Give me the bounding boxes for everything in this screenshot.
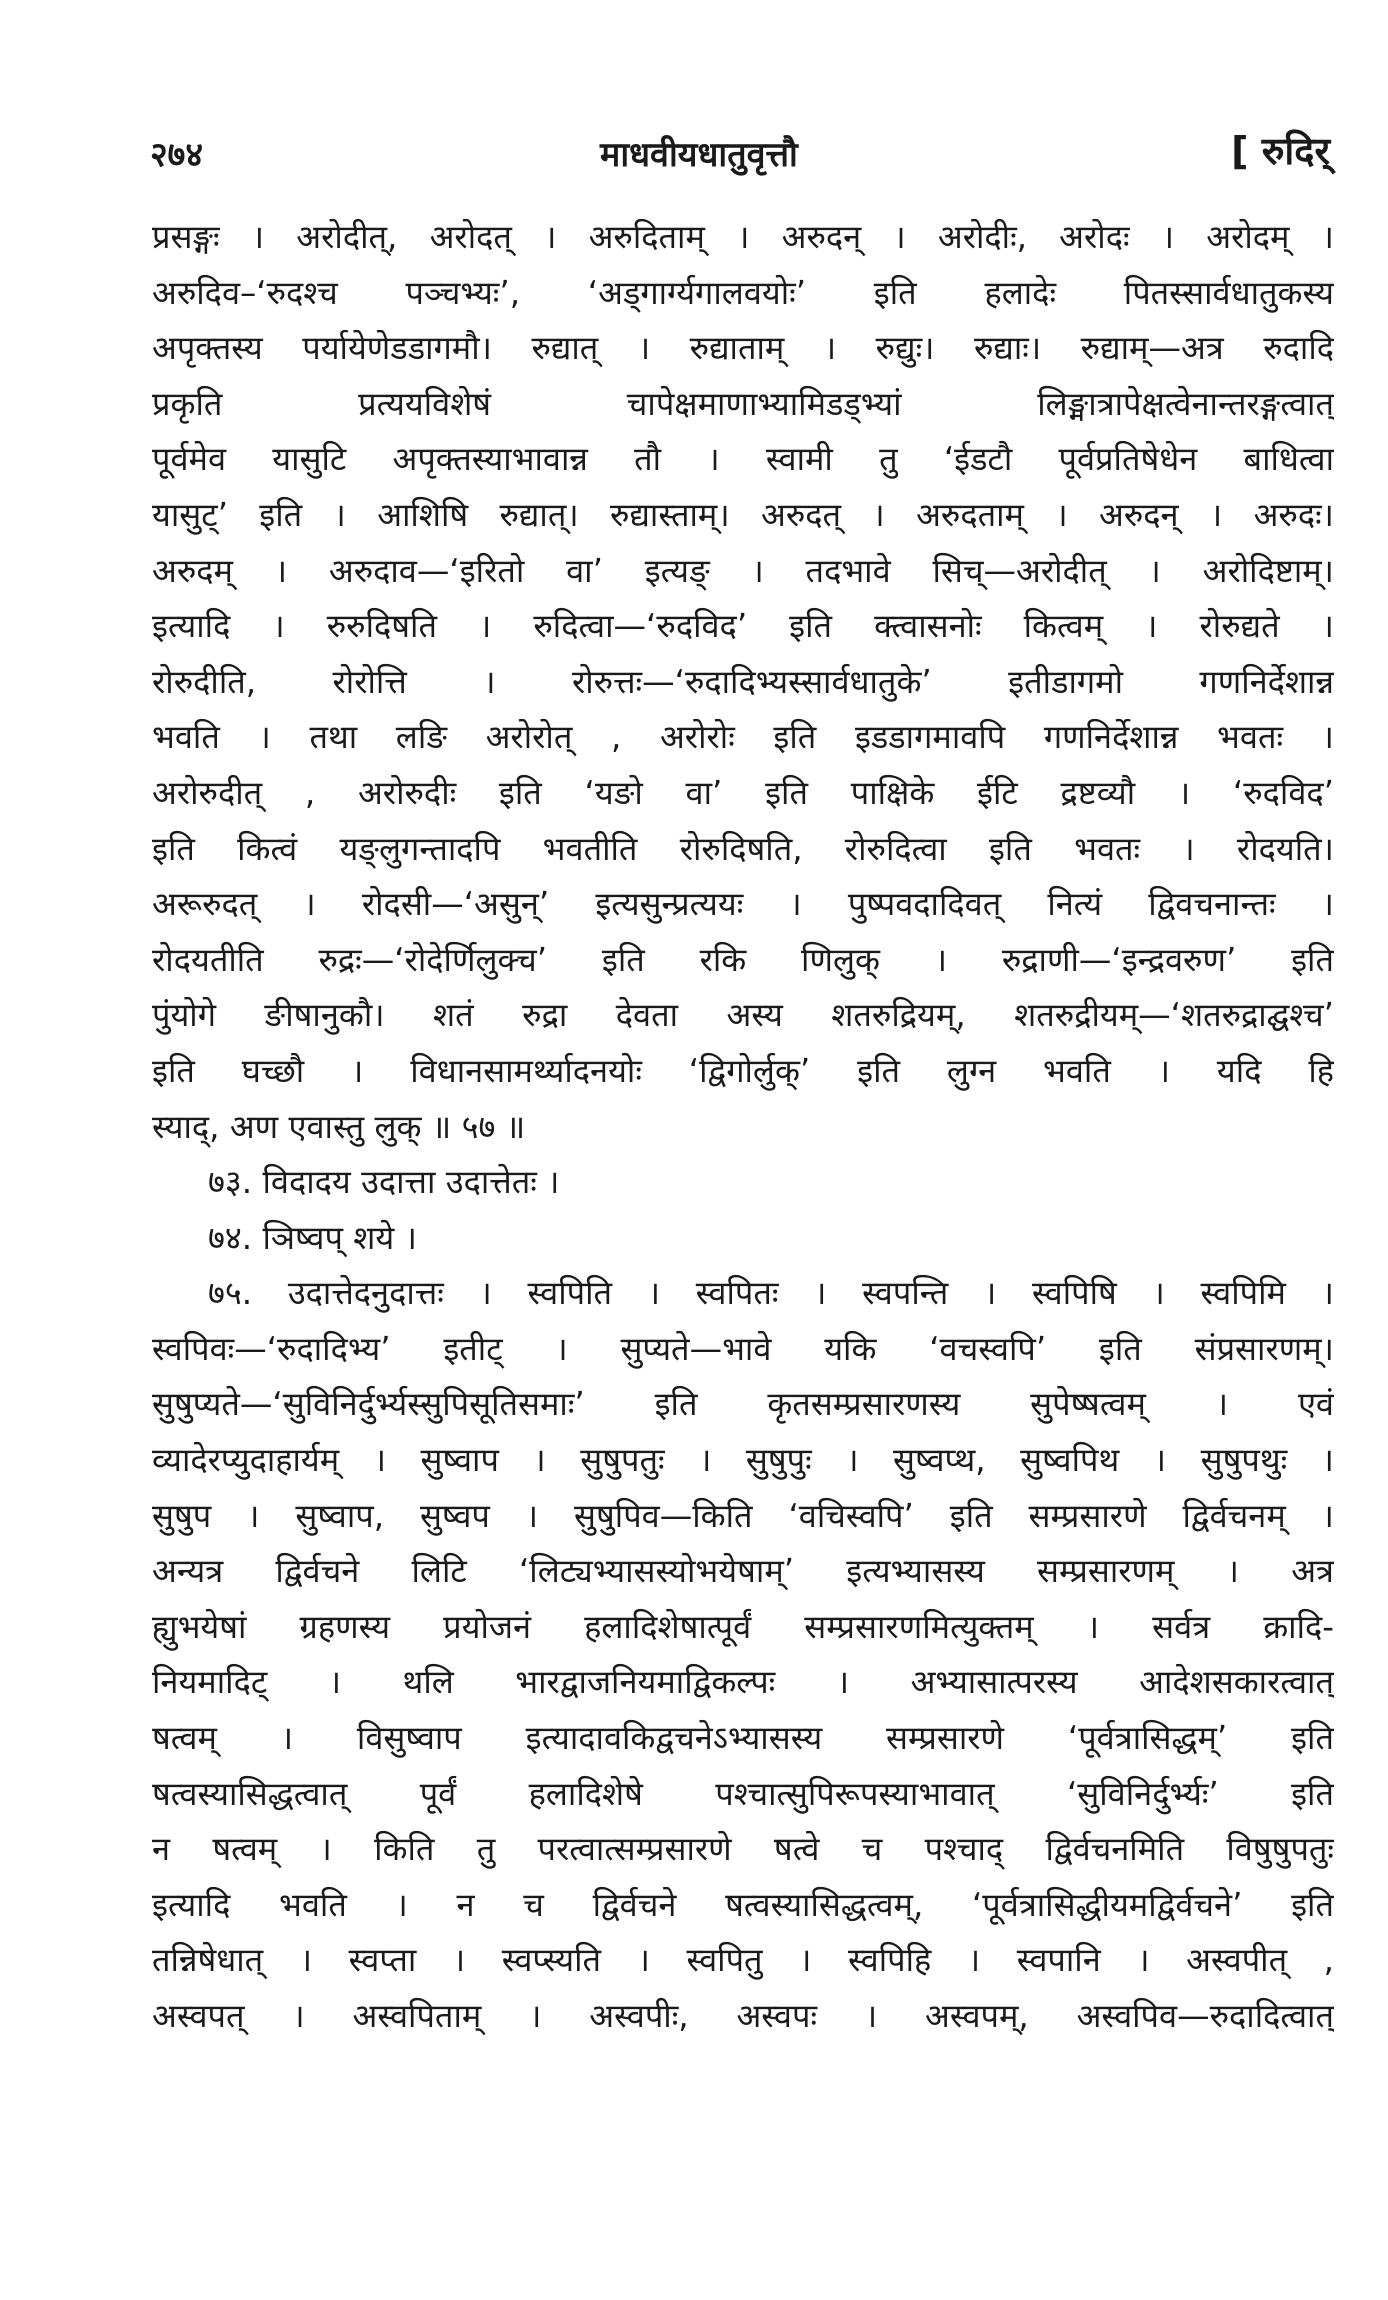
- text-line: इति कित्वं यङ्लुगन्तादपि भवतीति रोरुदिषति, रोरुदित्वा इति भवतः । रोदयति।: [152, 829, 1334, 868]
- text-line: ७५. उदात्तेदनुदात्तः । स्वपिति । स्वपितः । स्वपन्ति । स्वपिषि । स्वपिमि ।: [208, 1274, 1334, 1313]
- section-marker: [ रुदिर्: [1231, 129, 1330, 173]
- text-line: सुषुप्यते—‘सुविनिर्दुर्भ्यस्सुपिसूतिसमाः’ इति कृतसम्प्रसारणस्य सुपेष्षत्वम् । एवं: [152, 1385, 1334, 1424]
- text-line: अरूरुदत् । रोदसी—‘असुन्’ इत्यसुन्प्रत्ययः । पुष्पवदादिवत् नित्यं द्विवचनान्तः ।: [152, 885, 1334, 924]
- text-line: षत्वस्यासिद्धत्वात् पूर्वं हलादिशेषे पश्चात्सुपिरूपस्याभावात् ‘सुविनिर्दुर्भ्यः’ इति: [152, 1774, 1334, 1813]
- text-line: सुषुप । सुष्वाप, सुष्वप । सुषुपिव—किति ‘वचिस्वपि’ इति सम्प्रसारणे द्विर्वचनम् ।: [152, 1496, 1334, 1535]
- text-line: इत्यादि भवति । न च द्विर्वचने षत्वस्यासिद्धत्वम्, ‘पूर्वत्रासिद्धीयमद्विर्वचने’ इति: [152, 1885, 1334, 1924]
- text-line: अन्यत्र द्विर्वचने लिटि ‘लिट्यभ्यासस्योभयेषाम्’ इत्यभ्यासस्य सम्प्रसारणम् । अत्र: [152, 1552, 1334, 1591]
- text-line: इति घच्छौ । विधानसामर्थ्यादनयोः ‘द्विगोर्लुक्’ इति लुग्न भवति । यदि हि: [152, 1051, 1334, 1090]
- page-header: [150, 120, 1330, 180]
- text-line: ७४. ञिष्वप् शये ।: [208, 1218, 417, 1257]
- page-number: २७४: [150, 135, 204, 175]
- text-line: स्वपिवः—‘रुदादिभ्य’ इतीट् । सुप्यते—भावे यकि ‘वचस्वपि’ इति संप्रसारणम्।: [152, 1329, 1334, 1368]
- text-line: षत्वम् । विसुष्वाप इत्यादावकिद्वचनेऽभ्यासस्य सम्प्रसारणे ‘पूर्वत्रासिद्धम्’ इति: [152, 1719, 1334, 1758]
- text-line: अस्वपत् । अस्वपिताम् । अस्वपीः, अस्वपः । अस्वपम्, अस्वपिव—रुदादित्वात्: [152, 1997, 1334, 2035]
- running-title: माधवीयधातुवृत्तौ: [600, 135, 798, 175]
- text-line: ७३. विदादय उदात्ता उदात्तेतः ।: [208, 1163, 560, 1202]
- text-line: पुंयोगे ङीषानुकौ। शतं रुद्रा देवता अस्य शतरुद्रियम्, शतरुद्रीयम्—‘शतरुद्राद्घश्च’: [152, 996, 1334, 1035]
- text-line: प्रकृति प्रत्ययविशेषं चापेक्षमाणाभ्यामिडड्भ्यां लिङ्मात्रापेक्षत्वेनान्तरङ्गत्वात्: [152, 384, 1334, 423]
- text-line: रोरुदीति, रोरोत्ति । रोरुत्तः—‘रुदादिभ्यस्सार्वधातुके’ इतीडागमो गणनिर्देशान्न: [152, 662, 1334, 701]
- text-line: अरोरुदीत् , अरोरुदीः इति ‘यङो वा’ इति पाक्षिके ईटि द्रष्टव्यौ । ‘रुदविद’: [152, 773, 1334, 812]
- text-line: न षत्वम् । किति तु परत्वात्सम्प्रसारणे षत्वे च पश्चाद् द्विर्वचनमिति विषुषुपतुः: [152, 1830, 1334, 1869]
- text-line: अरुदिव–‘रुदश्च पञ्चभ्यः’, ‘अड्गार्ग्यगालवयोः’ इति हलादेः पितस्सार्वधातुकस्य: [152, 273, 1334, 312]
- text-line: भवति । तथा लङि अरोरोत् , अरोरोः इति इडडागमावपि गणनिर्देशान्न भवतः ।: [152, 718, 1334, 757]
- text-line: अपृक्तस्य पर्यायेणेडडागमौ। रुद्यात् । रुद्याताम् । रुद्युः। रुद्याः। रुद्याम्—अत्र रुदादि: [152, 329, 1334, 368]
- text-line: यासुट्’ इति । आशिषि रुद्यात्। रुद्यास्ताम्। अरुदत् । अरुदताम् । अरुदन् । अरुदः।: [152, 495, 1334, 534]
- text-line: व्यादेरप्युदाहार्यम् । सुष्वाप । सुषुपतुः । सुषुपुः । सुष्वप्थ, सुष्वपिथ । सुषुपथुः ।: [152, 1441, 1334, 1480]
- text-line: ह्युभयेषां ग्रहणस्य प्रयोजनं हलादिशेषात्पूर्वं सम्प्रसारणमित्युक्तम् । सर्वत्र क्रादि-: [152, 1607, 1334, 1646]
- text-line: नियमादिट् । थलि भारद्वाजनियमाद्विकल्पः । अभ्यासात्परस्य आदेशसकारत्वात्: [152, 1663, 1334, 1702]
- text-line: प्रसङ्गः । अरोदीत्, अरोदत् । अरुदिताम् । अरुदन् । अरोदीः, अरोदः । अरोदम् ।: [152, 218, 1334, 256]
- text-line: पूर्वमेव यासुटि अपृक्तस्याभावान्न तौ । स्वामी तु ‘ईडटौ पूर्वप्रतिषेधेन बाधित्वा: [152, 440, 1334, 479]
- text-line: अरुदम् । अरुदाव—‘इरितो वा’ इत्यङ् । तदभावे सिच्—अरोदीत् । अरोदिष्टाम्।: [152, 551, 1334, 590]
- body-text: [152, 210, 1334, 2045]
- text-line: स्याद्, अण एवास्तु लुक् ॥ ५७ ॥: [152, 1107, 526, 1146]
- text-line: इत्यादि । रुरुदिषति । रुदित्वा—‘रुदविद’ इति क्त्वासनोः कित्वम् । रोरुद्यते ।: [152, 607, 1334, 646]
- text-line: रोदयतीति रुद्रः—‘रोदेर्णिलुक्च’ इति रकि णिलुक् । रुद्राणी—‘इन्द्रवरुण’ इति: [152, 940, 1334, 979]
- text-line: तन्निषेधात् । स्वप्ता । स्वप्स्यति । स्वपितु । स्वपिहि । स्वपानि । अस्वपीत् ,: [152, 1941, 1334, 1980]
